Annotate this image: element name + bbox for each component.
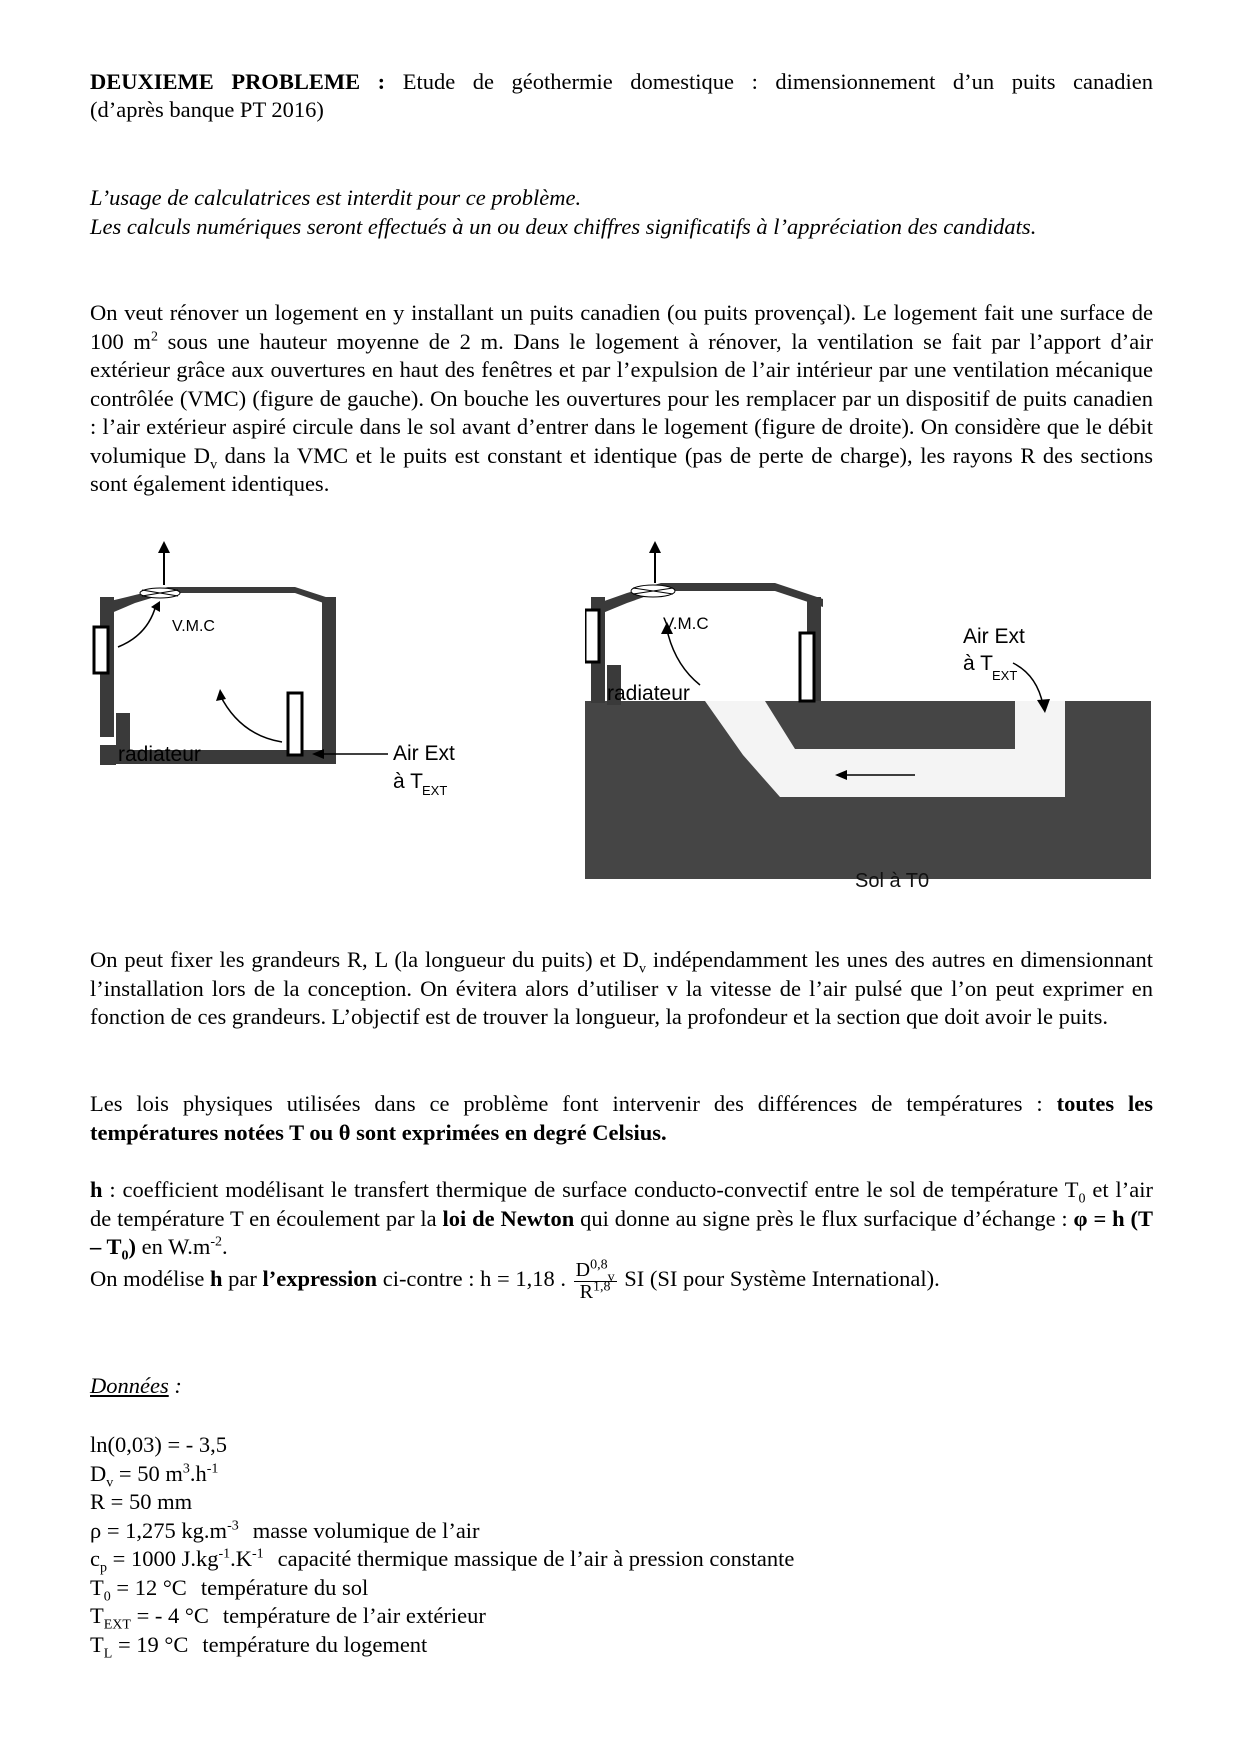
data-item-cp: $c_p = 1000$ $J.kg^{-1}.K^{-1}$ capacité thermique massique de l’air à pression constante <box>90 1546 795 1576</box>
temperature-bold-text: toutes les températures notées T ou θ sont exprimées en degré Celsius. <box>90 1091 1153 1145</box>
left-ext-sub-label: EXT <box>422 783 448 798</box>
newton-period: . <box>222 1234 228 1259</box>
newton-text-3: qui donne au signe près le flux surfacique d’échange : <box>574 1205 1074 1231</box>
data-item-r: R = 50 mm <box>90 1489 193 1514</box>
temperature-text: Les lois physiques utilisées dans ce problème font intervenir des différences de températures : <box>90 1091 1057 1116</box>
data-item-text: $T_{EXT}$ = - 4 °C température de l’air extérieur <box>90 1603 486 1633</box>
design-paragraph <box>90 946 1153 1032</box>
newton-unit-sup: -2 <box>210 1234 223 1250</box>
newton-law: loi de Newton <box>442 1205 575 1231</box>
right-ext-sub-label: EXT <box>992 668 1018 683</box>
intro-text-2: sous une hauteur moyenne de 2 m. Dans le logement à rénover, la ventilation se fait par l’apport d’air extérieur grâce aux ouvertures en haut des fenêtres et par l’expulsion de l’air intérieur par une ventilation mécanique contrôlée (VMC) (figure de gauche). On bouche les ouvertures pour les remplacer par un dispositif de puits canadien : l’air extérieur aspiré circule dans le sol avant d’entrer dans le logement (figure de droite). On considère que le débit volumique D <box>90 328 1153 468</box>
design-text-2: indépendamment les unes des autres en dimensionnant l’installation lors de la conception. On évitera alors d’utiliser v la vitesse de l’air pulsé que l’on peut exprimer en fonction de ces grandeurs. L’objectif est de trouver la longueur, la profondeur et la section que doit avoir le puits. <box>90 947 1153 1029</box>
problem-title-label: DEUXIEME PROBLEME : <box>90 69 386 94</box>
expr-bold: l’expression <box>262 1266 378 1291</box>
expr-h: h <box>209 1266 223 1291</box>
intro-paragraph <box>90 299 1153 499</box>
temperature-paragraph <box>90 1090 1153 1147</box>
newton-text-1: : coefficient modélisant le transfert thermique de surface conducto-convectif entre le sol de température T <box>102 1177 1079 1202</box>
soil-label: Sol à T0 <box>855 870 930 892</box>
data-item-ln: ln(0,03) = - 3,5 <box>90 1432 228 1457</box>
data-item-dv: $D_v = 50$ $m^3.h^{-1}$ <box>90 1460 219 1490</box>
h-equation-fraction <box>574 1257 617 1303</box>
donnees-colon: : <box>168 1373 182 1398</box>
problem-title <box>90 68 1153 97</box>
intro-sup-2: 2 <box>150 329 158 344</box>
donnees-heading <box>90 1372 1153 1401</box>
intro-text-1: On veut rénover un logement en y installant un puits canadien (ou puits provençal). Le logement fait une surface de 100 m <box>90 300 1153 354</box>
problem-title-text: Etude de géothermie domestique : dimensionnement d’un puits canadien <box>402 69 1153 94</box>
expr-tail: (SI pour Système International). <box>644 1266 940 1291</box>
newton-paragraph <box>90 1176 1153 1262</box>
right-radiator-label: radiateur <box>607 682 690 705</box>
left-air-ext-label: Air Ext <box>393 742 455 765</box>
right-air-ext-label: Air Ext <box>963 625 1025 648</box>
newton-text-2: et l’air de température T en écoulement par la <box>90 1177 1153 1231</box>
data-list <box>90 1431 1153 1659</box>
intro-sub-v: v <box>210 457 218 472</box>
fraction-numerator: D$^{0,8}_v$ <box>575 1257 615 1285</box>
design-sub-v: v <box>638 961 646 977</box>
instruction-calculator: L’usage de calculatrices est interdit pour ce problème. <box>90 185 582 210</box>
expr-text-1: On modélise <box>90 1266 210 1291</box>
si-unit: SI <box>618 1266 645 1291</box>
h-expression-paragraph <box>90 1254 1153 1304</box>
expr-text-3: ci-contre : <box>377 1266 481 1291</box>
left-vmc-label: V.M.C <box>172 618 215 635</box>
data-item-rho: ρ = 1,275 $kg.m^{-3}$ masse volumique de l’air <box>90 1517 480 1543</box>
instruction-precision: Les calculs numériques seront effectués à un ou deux chiffres significatifs à l’appréciation des candidats. <box>90 214 1037 239</box>
data-item-tl: $T_L = 19$ °C température du logement <box>90 1631 428 1661</box>
design-text-1: On peut fixer les grandeurs R, L (la longueur du puits) et D <box>90 947 639 972</box>
donnees-title: Données <box>90 1373 169 1398</box>
left-a-t-label: à T <box>393 770 423 793</box>
right-a-t-label: à T <box>963 652 993 675</box>
h-symbol: h <box>90 1177 103 1202</box>
fraction-denominator: R$^{1,8}$ <box>579 1279 611 1303</box>
newton-formula: φ = h $(T - T_0)$ <box>90 1205 1154 1264</box>
intro-text-3: dans la VMC et le puits est constant et identique (pas de perte de charge), les rayons R des sections sont également identiques. <box>90 442 1153 496</box>
data-item-t0: $T_0 = 12$ °C température du sol <box>90 1574 369 1604</box>
left-radiator-label: radiateur <box>118 743 201 766</box>
newton-sub-0: 0 <box>1078 1191 1086 1207</box>
problem-source: (d’après banque PT 2016) <box>90 97 324 122</box>
figure-left-house <box>90 535 550 835</box>
figure-right-canadian-well <box>585 535 1160 905</box>
right-vmc-label: V.M.C <box>663 614 709 633</box>
newton-unit: en W.m <box>135 1234 211 1259</box>
h-equation-left: h = 1,18 . <box>480 1266 566 1291</box>
expr-text-2: par <box>222 1266 263 1291</box>
